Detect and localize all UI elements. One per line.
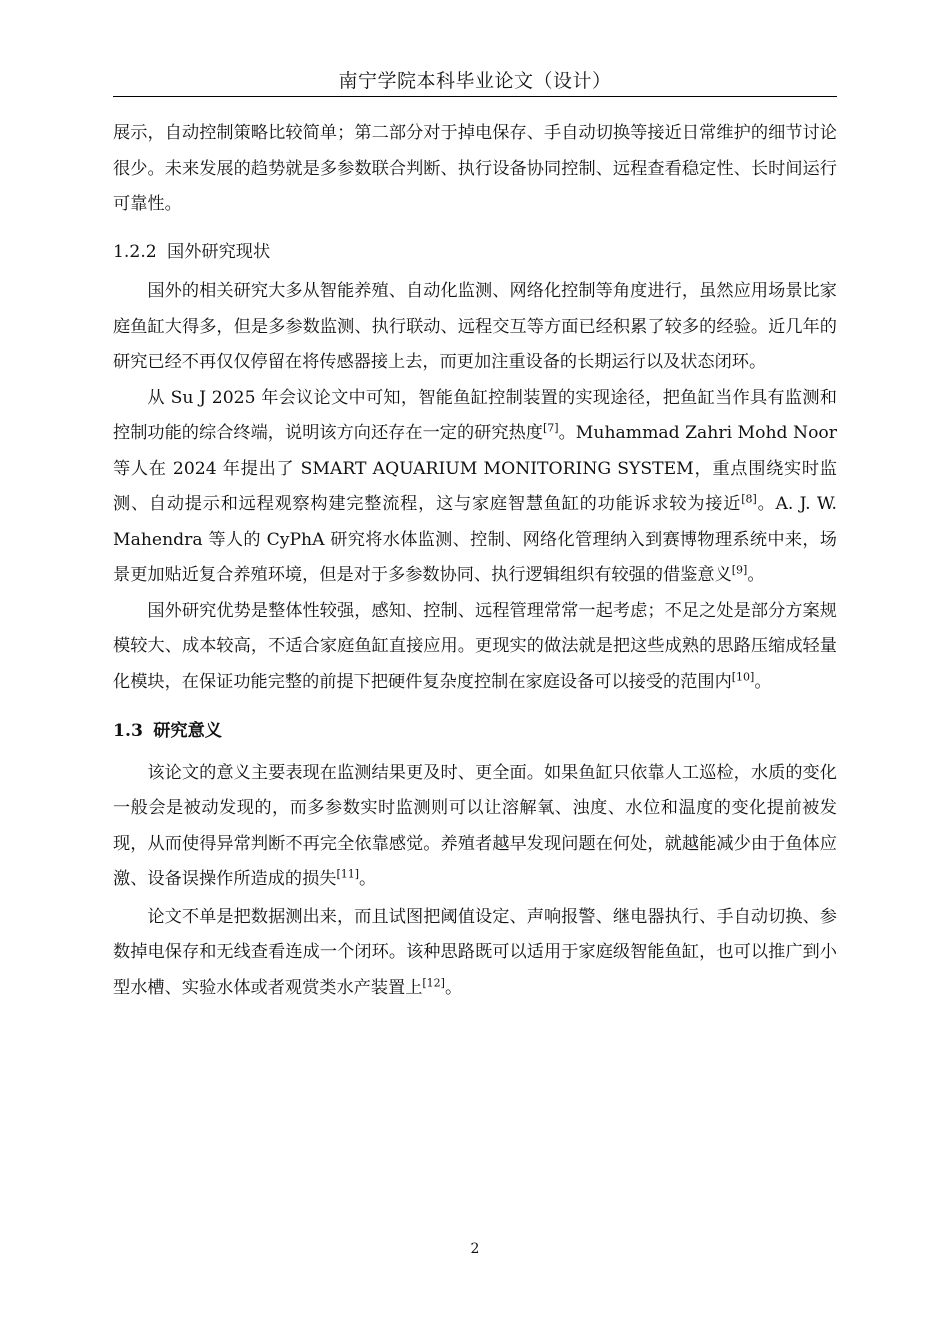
paragraph [113, 381, 837, 594]
citation-ref: [11] [336, 867, 360, 881]
paragraph-text: 论文不单是把数据测出来，而且试图把阈值设定、声响报警、继电器执行、手自动切换、参数掉电保存和无线查看连成一个闭环。该种思路既可以适用于家庭级智能鱼缸，也可以推广到小型水槽、实验水体或者观赏类水产装置上 [113, 906, 837, 998]
paragraph-text: 该论文的意义主要表现在监测结果更及时、更全面。如果鱼缸只依靠人工巡检，水质的变化一般会是被动发现的，而多参数实时监测则可以让溶解氧、浊度、水位和温度的变化提前被发现，从而使得异常判断不再完全依靠感觉。养殖者越早发现问题在何处，就越能减少由于鱼体应激、设备误操作所造成的损失 [113, 762, 837, 889]
paragraph-text: 。 [444, 977, 463, 998]
section-number: 1.2.2 [113, 241, 157, 262]
paragraph-continued: 展示，自动控制策略比较简单；第二部分对于掉电保存、手自动切换等接近日常维护的细节讨论很少。未来发展的趋势就是多参数联合判断、执行设备协同控制、远程查看稳定性、长时间运行可靠性。 [113, 123, 837, 214]
section-title: 研究意义 [153, 721, 222, 741]
citation-ref: [7] [542, 421, 559, 435]
paragraph [113, 900, 837, 1007]
citation-ref: [10] [731, 669, 755, 683]
paragraph-text: 从 Su J 2025 年会议论文中可知，智能鱼缸控制装置的实现途径，把鱼缸当作具有监测和控制功能的综合终端，说明该方向还存在一定的研究热度 [113, 387, 837, 443]
paragraph [113, 594, 837, 701]
section-number: 1.3 [113, 721, 143, 741]
running-header: 南宁学院本科毕业论文（设计） [338, 70, 612, 92]
paragraph-text: 国外研究优势是整体性较强，感知、控制、远程管理常常一起考虑；不足之处是部分方案规模较大、成本较高，不适合家庭鱼缸直接应用。更现实的做法就是把这些成熟的思路压缩成轻量化模块，在保证功能完整的前提下把硬件复杂度控制在家庭设备可以接受的范围内 [113, 600, 837, 692]
paragraph [113, 756, 837, 898]
paragraph-text: 。 [359, 869, 377, 889]
paragraph-text: 。 [747, 565, 765, 585]
citation-ref: [8] [741, 492, 757, 506]
page-body [113, 116, 837, 1006]
paragraph: 国外的相关研究大多从智能养殖、自动化监测、网络化控制等角度进行，虽然应用场景比家庭鱼缸大得多，但是多参数监测、执行联动、远程交互等方面已经积累了较多的经验。近几年的研究已经不再仅仅停留在将传感器接上去，而更加注重设备的长期运行以及状态闭环。 [113, 281, 837, 372]
header-rule [113, 96, 837, 97]
section-heading-1-2-2 [113, 235, 837, 271]
page-number: 2 [470, 1241, 480, 1257]
paragraph-text: 。A. J. W. Mahendra 等人的 CyPhA 研究将水体监测、控制、网络化管理纳入到赛博物理系统中来，场景更加贴近复合养殖环境，但是对于多参数协同、执行逻辑组织有较强的借鉴意义 [113, 494, 837, 585]
section-title: 国外研究现状 [167, 241, 271, 262]
citation-ref: [9] [731, 563, 748, 577]
paragraph-text: 。 [754, 671, 772, 692]
paragraph-text: 。Muhammad Zahri Mohd Noor 等人在 2024 年提出了 SMART AQUARIUM MONITORING SYSTEM，重点围绕实时监测、自动提示和远程观察构建完整流程，这与家庭智慧鱼缸的功能诉求较为接近 [113, 423, 837, 514]
citation-ref: [12] [422, 975, 445, 989]
section-heading-1-3 [113, 714, 837, 750]
